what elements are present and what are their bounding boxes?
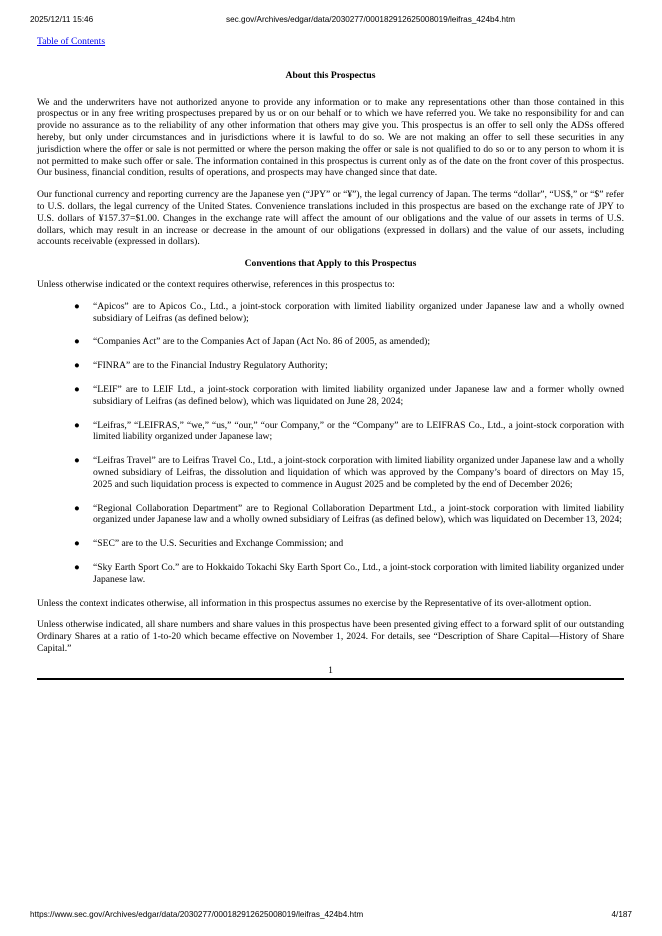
- print-url-full: https://www.sec.gov/Archives/edgar/data/2030277/000182912625008019/leifras_424b4.htm: [30, 910, 364, 919]
- definition-text: “SEC” are to the U.S. Securities and Exchange Commission; and: [93, 538, 344, 550]
- about-paragraph-2: Our functional currency and reporting currency are the Japanese yen (“JPY” or “¥”), the legal currency of Japan. The terms “dollar”, “US$,” or “$” refer to U.S. dollars, the legal currency of the United States. Convenience translations included in this prospectus are based on the exchange rate of JPY to U.S. dollars of ¥157.37=$1.00. Changes in the exchange rate will affect the amount of our obligations and the value of our assets in terms of U.S. dollars, which may result in an increase or decrease in the amount of our obligations (expressed in dollars) and the value of our assets, including accounts receivable (expressed in dollars).: [37, 189, 624, 248]
- definition-text: “FINRA” are to the Financial Industry Regulatory Authority;: [93, 360, 328, 372]
- list-item: [37, 503, 624, 527]
- bullet-icon: ●: [74, 455, 80, 467]
- print-page-counter: 4/187: [611, 910, 632, 919]
- bullet-icon: ●: [74, 538, 80, 550]
- definition-text: “Sky Earth Sport Co.” are to Hokkaido Tokachi Sky Earth Sport Co., Ltd., a joint-stock corporation with limited liability organized under Japanese law.: [93, 561, 624, 585]
- list-item: [37, 336, 624, 348]
- page-number: 1: [328, 664, 333, 676]
- bullet-icon: ●: [74, 360, 80, 372]
- print-datetime: 2025/12/11 15:46: [30, 15, 94, 24]
- definition-text: “Leifras,” “LEIFRAS,” “we,” “us,” “our,” “our Company,” or the “Company” are to LEIFRAS Co., Ltd., a joint-stock corporation with limited liability organized under Japanese law;: [93, 419, 624, 443]
- bullet-icon: ●: [74, 502, 80, 514]
- table-of-contents-link[interactable]: Table of Contents: [37, 36, 106, 47]
- browser-print-header: [30, 15, 632, 27]
- conventions-intro: Unless otherwise indicated or the context requires otherwise, references in this prospectus to:: [37, 278, 395, 290]
- document-body: [37, 36, 624, 680]
- section-title-conventions: Conventions that Apply to this Prospectus: [244, 258, 417, 270]
- list-item: [37, 455, 624, 490]
- list-item: [37, 360, 624, 372]
- print-url-short: sec.gov/Archives/edgar/data/2030277/000182912625008019/leifras_424b4.htm: [226, 15, 516, 24]
- definitions-list: [37, 301, 624, 586]
- bullet-icon: ●: [74, 336, 80, 348]
- definition-text: “Companies Act” are to the Companies Act of Japan (Act No. 86 of 2005, as amended);: [93, 336, 431, 348]
- bullet-icon: ●: [74, 419, 80, 431]
- closing-paragraph-1: Unless the context indicates otherwise, all information in this prospectus assumes no exercise by the Representative of its over-allotment option.: [37, 597, 592, 609]
- definition-text: “Regional Collaboration Department” are to Regional Collaboration Department Ltd., a joint-stock corporation with limited liability organized under Japanese law and a wholly owned subsidiary of Leifras (as defined below), which was liquidated on December 13, 2024;: [93, 502, 624, 526]
- list-item: [37, 384, 624, 408]
- section-title-about: About this Prospectus: [285, 69, 376, 81]
- bullet-icon: ●: [74, 383, 80, 395]
- browser-print-footer: [30, 910, 632, 922]
- definition-text: “LEIF” are to LEIF Ltd., a joint-stock corporation with limited liability organized under Japanese law and a former wholly owned subsidiary of Leifras (as defined below), which was liquidated on June 28, 2024;: [93, 383, 624, 407]
- definition-text: “Apicos” are to Apicos Co., Ltd., a joint-stock corporation with limited liability organized under Japanese law and a wholly owned subsidiary of Leifras (as defined below);: [93, 300, 624, 324]
- about-paragraph-1: We and the underwriters have not authorized anyone to provide any information or to make any representations other than those contained in this prospectus or in any free writing prospectuses prepared by us or on our behalf or to which we have referred you. We take no responsibility for and can provide no assurance as to the reliability of any other information that others may give you. This prospectus is an offer to sell only the ADSs offered hereby, but only under circumstances and in jurisdictions where it is lawful to do so. We are not making an offer to sell these securities in any jurisdiction where the offer or sale is not permitted or where the person making the offer or sale is not qualified to do so or to any person to whom it is not permitted to make such offer or sale. The information contained in this prospectus is current only as of the date on the front cover of this prospectus. Our business, financial condition, results of operations, and prospects may have changed since that date.: [37, 96, 624, 179]
- page-divider: [37, 678, 624, 680]
- closing-paragraph-2: Unless otherwise indicated, all share numbers and share values in this prospectus have been presented giving effect to a forward split of our outstanding Ordinary Shares at a ratio of 1-to-20 which became effective on November 1, 2024. For details, see “Description of Share Capital—History of Share Capital.”: [37, 619, 624, 654]
- list-item: [37, 301, 624, 325]
- list-item: [37, 538, 624, 550]
- list-item: [37, 562, 624, 586]
- definition-text: “Leifras Travel” are to Leifras Travel Co., Ltd., a joint-stock corporation with limited liability organized under Japanese law and a wholly owned subsidiary of Leifras, the dissolution and liquidation of which was approved by the Company’s board of directors on May 15, 2025 and such liquidation process is expected to commence in August 2025 and be completed by the end of December 2026;: [93, 455, 624, 490]
- list-item: [37, 420, 624, 444]
- bullet-icon: ●: [74, 561, 80, 573]
- bullet-icon: ●: [74, 300, 80, 312]
